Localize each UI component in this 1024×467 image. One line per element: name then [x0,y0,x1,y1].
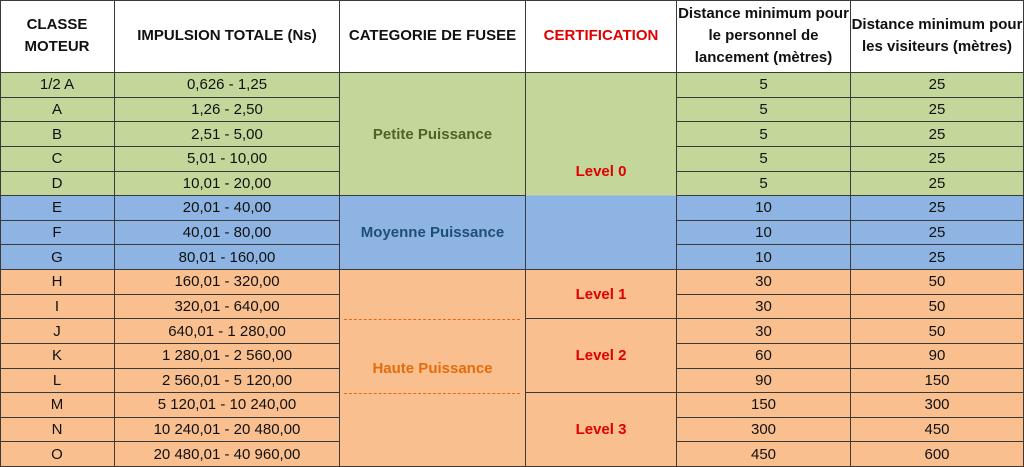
header-distance-personnel: Distance minimum pour le personnel de lancement (mètres) [677,0,851,73]
cell-impulsion-totale: 5 120,01 - 10 240,00 [115,393,340,418]
header-distance-visiteurs: Distance minimum pour les visiteurs (mètres) [851,0,1024,73]
cell-distance-visiteurs: 600 [851,442,1024,467]
category-cell: Petite Puissance [340,73,526,196]
cell-impulsion-totale: 320,01 - 640,00 [115,295,340,320]
cell-classe-moteur: G [0,245,115,270]
cell-distance-personnel: 300 [677,418,851,443]
certification-cell: Level 0 [526,73,677,270]
cell-distance-visiteurs: 25 [851,196,1024,221]
cell-distance-personnel: 10 [677,196,851,221]
cell-distance-visiteurs: 150 [851,369,1024,394]
cell-distance-visiteurs: 450 [851,418,1024,443]
cell-classe-moteur: C [0,147,115,172]
cell-distance-visiteurs: 50 [851,270,1024,295]
cell-distance-visiteurs: 25 [851,98,1024,123]
cell-distance-personnel: 450 [677,442,851,467]
dashed-separator [344,319,520,320]
cell-classe-moteur: B [0,122,115,147]
category-cell: Haute Puissance [340,270,526,467]
cell-impulsion-totale: 20,01 - 40,00 [115,196,340,221]
cell-classe-moteur: F [0,221,115,246]
cell-distance-visiteurs: 25 [851,147,1024,172]
certification-cell: Level 2 [526,319,677,393]
cell-distance-personnel: 30 [677,295,851,320]
cell-impulsion-totale: 2 560,01 - 5 120,00 [115,369,340,394]
cell-impulsion-totale: 20 480,01 - 40 960,00 [115,442,340,467]
cell-distance-visiteurs: 50 [851,319,1024,344]
cell-classe-moteur: K [0,344,115,369]
cell-distance-visiteurs: 25 [851,122,1024,147]
category-cell: Moyenne Puissance [340,196,526,270]
cell-distance-visiteurs: 25 [851,172,1024,197]
cell-classe-moteur: E [0,196,115,221]
cell-distance-visiteurs: 50 [851,295,1024,320]
cell-distance-personnel: 5 [677,73,851,98]
cell-impulsion-totale: 10 240,01 - 20 480,00 [115,418,340,443]
cell-distance-personnel: 5 [677,172,851,197]
cell-distance-personnel: 90 [677,369,851,394]
cell-distance-personnel: 10 [677,245,851,270]
header-impulsion-totale: IMPULSION TOTALE (Ns) [115,0,340,73]
cell-distance-personnel: 5 [677,122,851,147]
cell-impulsion-totale: 80,01 - 160,00 [115,245,340,270]
cell-distance-personnel: 30 [677,270,851,295]
cell-classe-moteur: 1/2 A [0,73,115,98]
certification-cell: Level 1 [526,270,677,319]
cell-impulsion-totale: 5,01 - 10,00 [115,147,340,172]
cell-classe-moteur: D [0,172,115,197]
cell-distance-personnel: 5 [677,98,851,123]
cell-distance-visiteurs: 25 [851,221,1024,246]
cell-impulsion-totale: 40,01 - 80,00 [115,221,340,246]
cell-impulsion-totale: 160,01 - 320,00 [115,270,340,295]
cell-distance-personnel: 10 [677,221,851,246]
cell-impulsion-totale: 1 280,01 - 2 560,00 [115,344,340,369]
cell-distance-visiteurs: 25 [851,73,1024,98]
cell-impulsion-totale: 1,26 - 2,50 [115,98,340,123]
cell-impulsion-totale: 2,51 - 5,00 [115,122,340,147]
dashed-separator [344,393,520,394]
header-classe-moteur: CLASSE MOTEUR [0,0,115,73]
cell-classe-moteur: L [0,369,115,394]
cell-classe-moteur: I [0,295,115,320]
cell-impulsion-totale: 0,626 - 1,25 [115,73,340,98]
cell-classe-moteur: O [0,442,115,467]
cell-classe-moteur: M [0,393,115,418]
cell-classe-moteur: J [0,319,115,344]
certification-cell: Level 3 [526,393,677,467]
cell-classe-moteur: A [0,98,115,123]
cell-distance-visiteurs: 90 [851,344,1024,369]
header-certification: CERTIFICATION [526,0,677,73]
cell-distance-personnel: 30 [677,319,851,344]
header-categorie-fusee: CATEGORIE DE FUSEE [340,0,526,73]
cell-distance-personnel: 150 [677,393,851,418]
cell-impulsion-totale: 640,01 - 1 280,00 [115,319,340,344]
cell-impulsion-totale: 10,01 - 20,00 [115,172,340,197]
cell-distance-visiteurs: 300 [851,393,1024,418]
cell-distance-visiteurs: 25 [851,245,1024,270]
cell-classe-moteur: H [0,270,115,295]
cell-distance-personnel: 60 [677,344,851,369]
cell-classe-moteur: N [0,418,115,443]
cell-distance-personnel: 5 [677,147,851,172]
